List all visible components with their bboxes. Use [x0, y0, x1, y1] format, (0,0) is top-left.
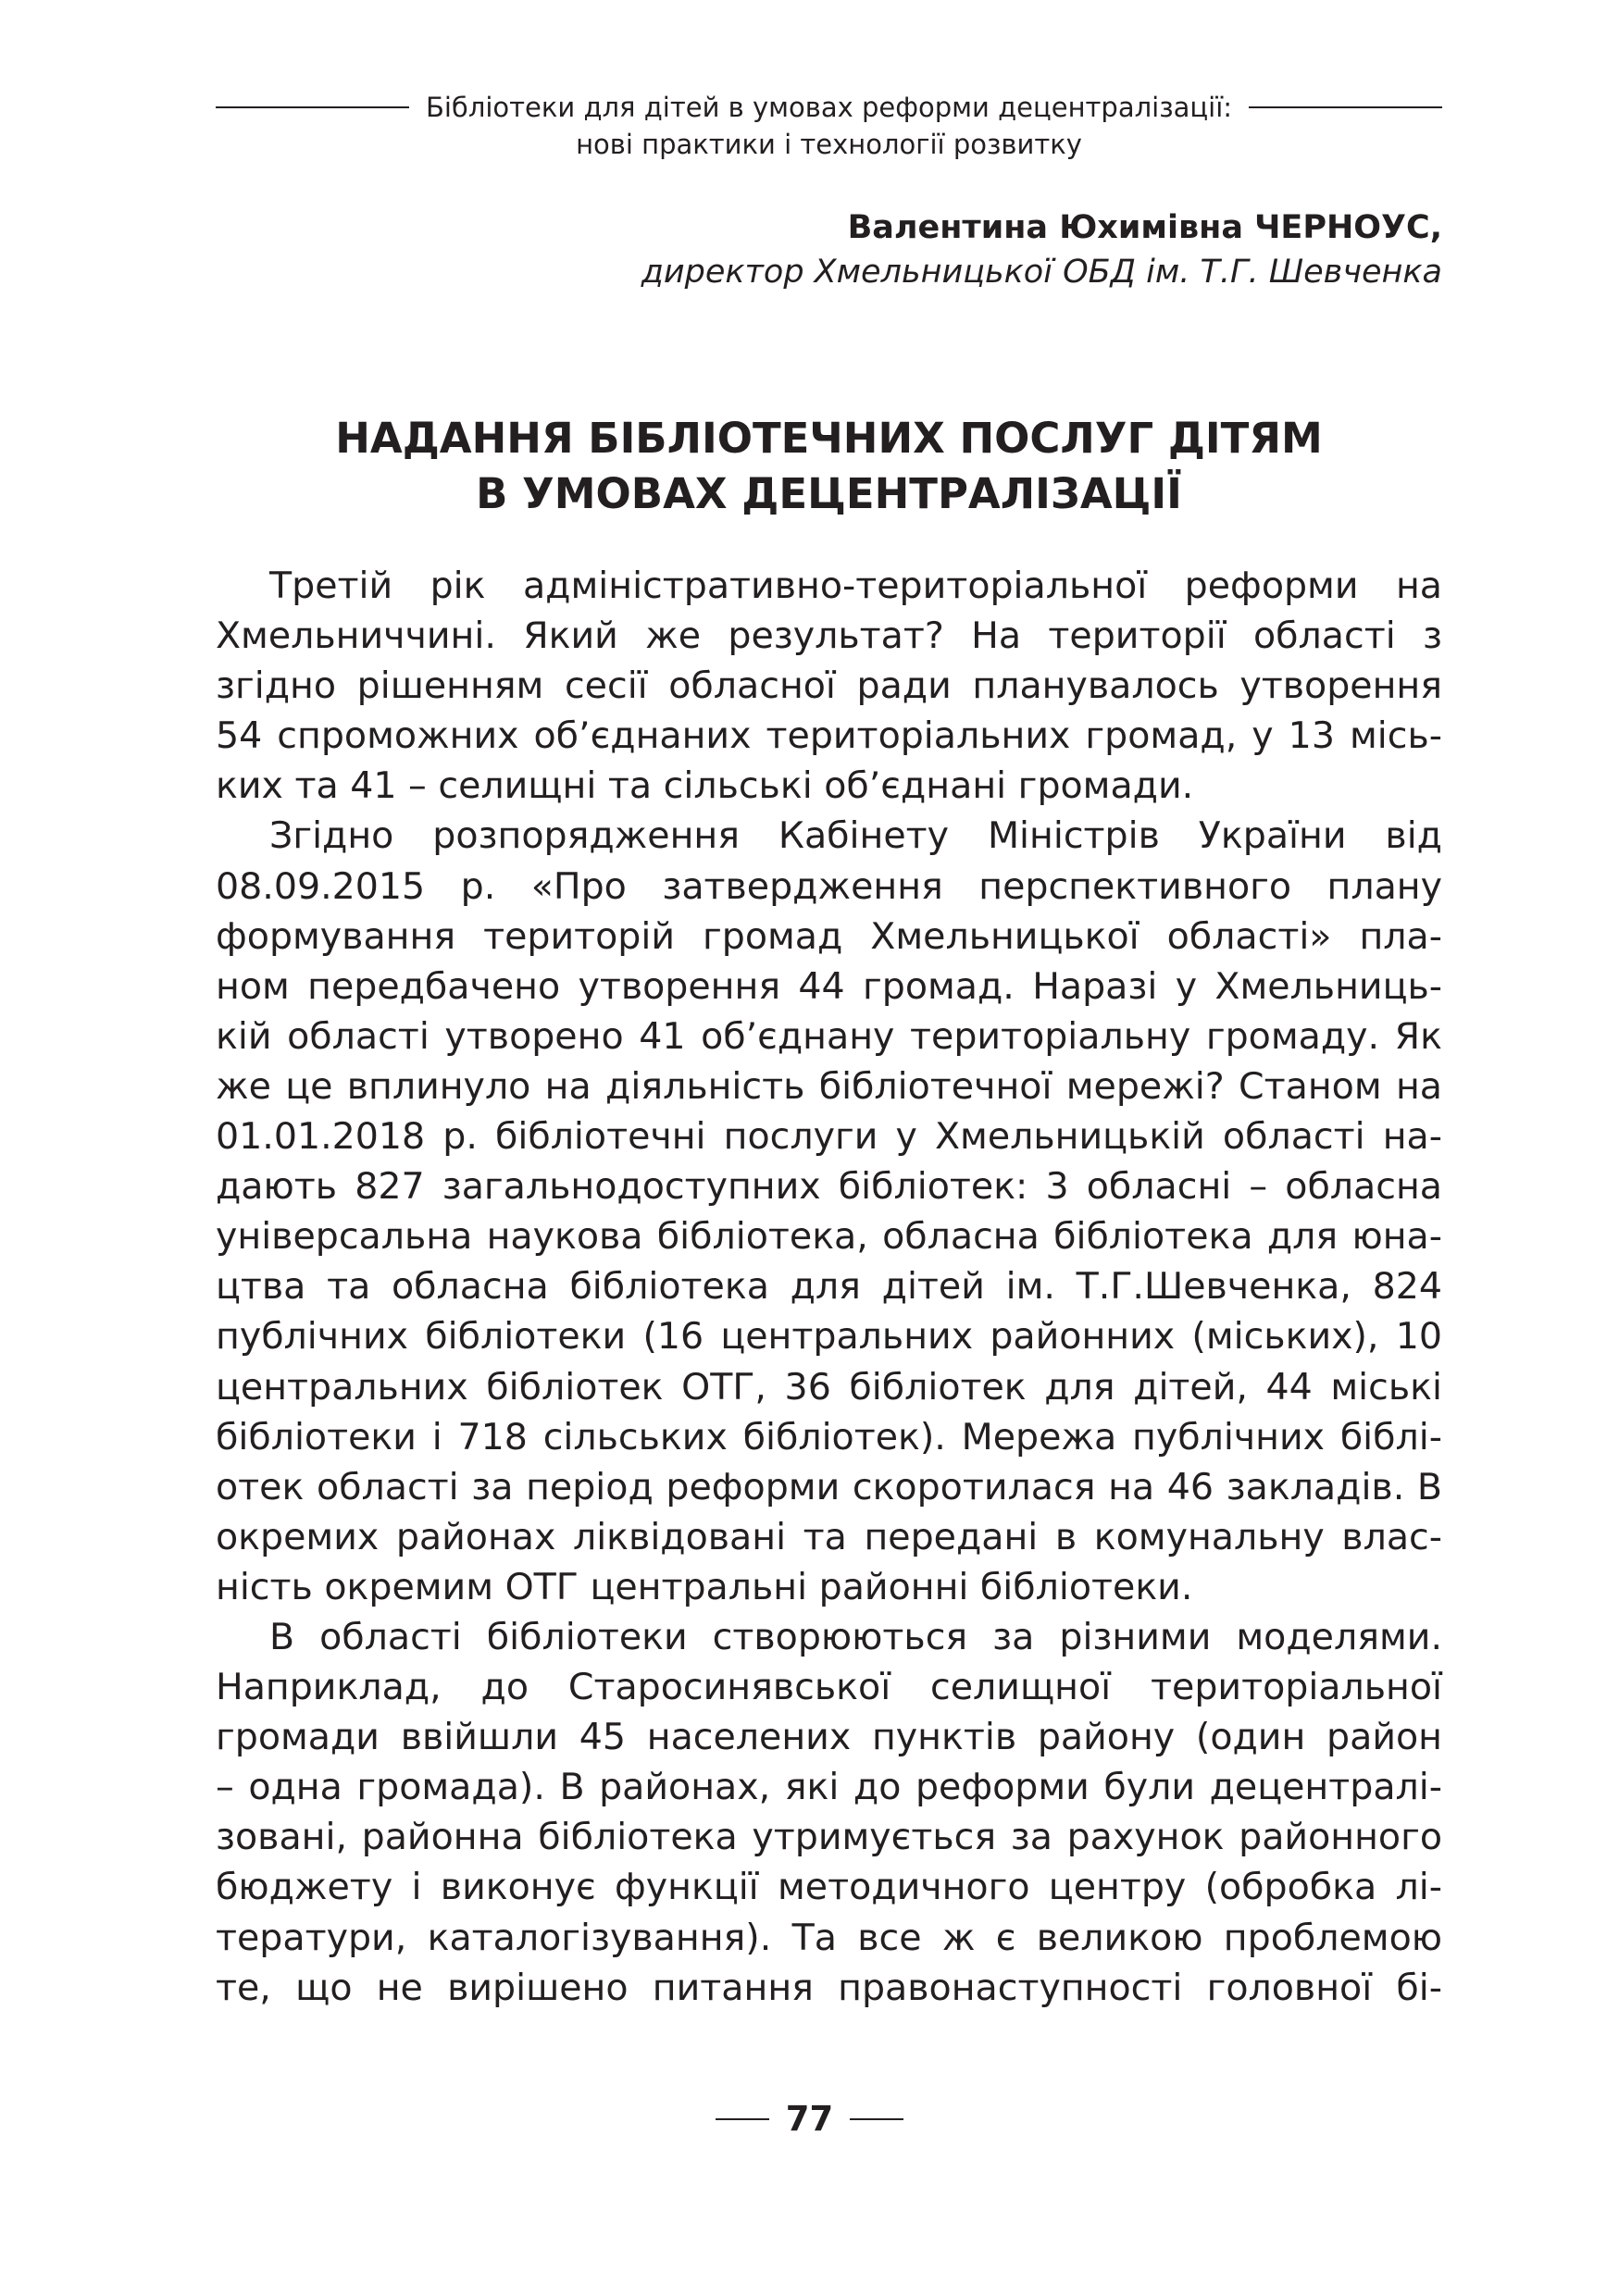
body-line: В області бібліотеки створюються за різними моделями.: [269, 1615, 1442, 1658]
header-right-rule: [1249, 106, 1442, 108]
body-line: згідно рішенням сесії обласної ради планувалось утворення: [216, 664, 1442, 708]
body-line: 54 спроможних об’єднаних територіальних громад, у 13 місь-: [216, 714, 1442, 758]
body-line: бібліотеки і 718 сільських бібліотек). Мережа публічних біблі-: [216, 1415, 1442, 1458]
body-line: цтва та обласна бібліотека для дітей ім. Т.Г.Шевченка, 824: [216, 1265, 1442, 1309]
body-line: Третій рік адміністративно-територіальної реформи на: [269, 565, 1442, 607]
body-line: Згідно розпорядження Кабінету Міністрів України від: [269, 814, 1442, 858]
page-number-block: [0, 2097, 1619, 2141]
page-number: 77: [785, 2099, 834, 2139]
body-line: тератури, каталогізування). Та все ж є великою проблемою: [216, 1916, 1442, 1959]
body-line: же це вплинуло на діяльність бібліотечної мережі? Станом на: [216, 1064, 1442, 1108]
body-line: Наприклад, до Старосинявської селищної територіальної: [216, 1666, 1442, 1709]
article-title-line2: В УМОВАХ ДЕЦЕНТРАЛІЗАЦІЇ: [476, 469, 1182, 518]
author-block: [641, 205, 1442, 294]
body-line: 01.01.2018 р. бібліотечні послуги у Хмельницькій області на-: [216, 1115, 1442, 1159]
body-line: публічних бібліотеки (16 центральних районних (міських), 10: [216, 1315, 1442, 1359]
body-line: те, що не вирішено питання правонаступності головної бі-: [216, 1966, 1442, 2009]
running-header: [216, 89, 1442, 163]
body-line: ких та 41 – селищні та сільські об’єднані громади.: [216, 764, 1194, 808]
body-line: окремих районах ліквідовані та передані в комунальну влас-: [216, 1515, 1442, 1558]
body-line: – одна громада). В районах, які до реформи були децентралі-: [216, 1766, 1442, 1809]
body-line: формування територій громад Хмельницької області» пла-: [216, 914, 1442, 958]
body-line: отек області за період реформи скоротилася на 46 закладів. В: [216, 1465, 1442, 1508]
running-header-line2: нові практики і технології розвитку: [576, 129, 1082, 160]
author-name: Валентина Юхимівна ЧЕРНОУС,: [847, 209, 1442, 246]
page-number-right-rule: [850, 2118, 903, 2120]
body-line: ність окремим ОТГ центральні районні бібліотеки.: [216, 1565, 1193, 1608]
running-header-row: [216, 89, 1442, 126]
body-line: ном передбачено утворення 44 громад. Наразі у Хмельниць-: [216, 964, 1442, 1008]
body-line: громади ввійшли 45 населених пунктів району (один район: [216, 1716, 1442, 1759]
body-line: Хмельниччині. Який же результат? На території області з: [216, 614, 1442, 658]
article-title-line1: НАДАННЯ БІБЛІОТЕЧНИХ ПОСЛУГ ДІТЯМ: [335, 414, 1323, 463]
body-line: кій області утворено 41 об’єднану територіальну громаду. Як: [216, 1014, 1442, 1058]
running-header-line1: Бібліотеки для дітей в умовах реформи децентралізації:: [425, 92, 1233, 123]
header-left-rule: [216, 106, 409, 108]
page-number-left-rule: [716, 2118, 769, 2120]
body-line: дають 827 загальнодоступних бібліотек: 3 обласні – обласна: [216, 1165, 1442, 1209]
body-line: центральних бібліотек ОТГ, 36 бібліотек для дітей, 44 міські: [216, 1365, 1442, 1409]
body-line: бюджету і виконує функції методичного центру (обробка лі-: [216, 1866, 1442, 1909]
article-body: [216, 561, 1442, 2013]
body-line: зовані, районна бібліотека утримується за рахунок районного: [216, 1816, 1442, 1859]
author-role: директор Хмельницької ОБД ім. Т.Г. Шевченка: [641, 254, 1442, 291]
article-title: [216, 411, 1442, 522]
body-line: 08.09.2015 р. «Про затвердження перспективного плану: [216, 864, 1442, 908]
body-line: універсальна наукова бібліотека, обласна бібліотека для юна-: [216, 1215, 1442, 1259]
